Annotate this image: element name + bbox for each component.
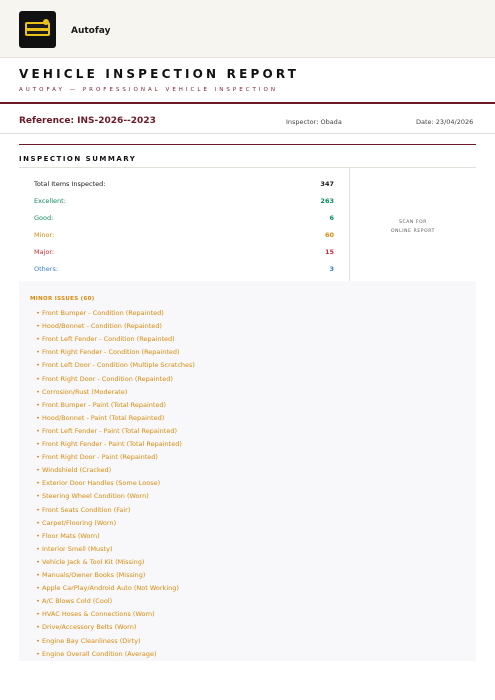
bullet-icon: • — [36, 531, 40, 540]
summary-value: 60 — [324, 231, 334, 239]
report-date: Date: 23/04/2026 — [416, 118, 474, 126]
minor-issue-text: Hood/Bonnet - Condition (Repainted) — [42, 322, 162, 331]
minor-issue-text: Engine Overall Condition (Average) — [42, 649, 157, 658]
summary-value: 347 — [320, 180, 334, 188]
summary-row-major — [34, 248, 334, 258]
report-title: VEHICLE INSPECTION REPORT — [19, 67, 300, 81]
minor-issue-item — [36, 335, 175, 343]
bullet-icon: • — [36, 597, 40, 606]
minor-issue-item — [36, 532, 100, 540]
minor-issue-item — [36, 571, 145, 579]
bullet-icon: • — [36, 309, 40, 317]
brand-name: Autofay — [71, 26, 111, 36]
minor-issue-text: Engine Bay Cleanliness (Dirty) — [42, 636, 141, 645]
minor-issue-text: Manuals/Owner Books (Missing) — [42, 571, 146, 579]
bullet-icon: • — [36, 505, 40, 514]
minor-issue-text: Front Left Door - Condition (Multiple Scratches) — [42, 361, 195, 370]
minor-issue-item — [36, 479, 160, 487]
summary-row-good — [34, 214, 334, 224]
bullet-icon: • — [36, 453, 40, 462]
bullet-icon: • — [36, 335, 40, 344]
minor-issue-text: Interior Smell (Musty) — [42, 544, 113, 553]
minor-issue-item — [36, 492, 149, 500]
bullet-icon: • — [36, 413, 40, 422]
report-subtitle: AUTOFAY — PROFESSIONAL VEHICLE INSPECTION — [19, 87, 278, 93]
minor-issue-text: Apple CarPlay/Android Auto (Not Working) — [42, 584, 179, 593]
minor-issues-section — [19, 281, 476, 661]
minor-issue-text: Corrosion/Rust (Moderate) — [42, 387, 128, 396]
inspector-name: Inspector: Obada — [286, 118, 342, 126]
summary-label: Excellent: — [34, 197, 66, 205]
minor-issue-item — [36, 637, 141, 645]
summary-row-excellent — [34, 197, 334, 207]
summary-row-minor — [34, 231, 334, 241]
page-bottom-margin — [0, 661, 495, 700]
minor-issue-text: Front Right Door - Condition (Repainted) — [42, 374, 173, 383]
bullet-icon: • — [36, 623, 40, 632]
bullet-icon: • — [36, 610, 40, 619]
bullet-icon: • — [36, 557, 40, 566]
summary-value: 6 — [329, 214, 334, 222]
minor-issue-text: Drive/Accessory Belts (Worn) — [42, 623, 137, 632]
qr-caption-online: ONLINE REPORT — [391, 229, 435, 234]
report-header — [0, 0, 495, 58]
minor-issue-item — [36, 309, 164, 317]
minor-issues-heading: MINOR ISSUES (60) — [30, 296, 95, 302]
bullet-icon: • — [36, 636, 40, 645]
bullet-icon: • — [36, 440, 40, 448]
summary-label: Major: — [34, 248, 55, 256]
qr-caption-scan: SCAN FOR — [399, 220, 427, 225]
minor-issue-item — [36, 388, 127, 396]
minor-issue-text: Windshield (Cracked) — [42, 466, 112, 475]
minor-issue-item — [36, 401, 166, 409]
minor-issue-text: Front Right Fender - Condition (Repainted) — [42, 348, 180, 357]
summary-row-others — [34, 265, 334, 275]
minor-issue-item — [36, 610, 155, 618]
bullet-icon: • — [36, 544, 40, 553]
minor-issue-item — [36, 322, 162, 330]
minor-issue-item — [36, 427, 177, 435]
summary-value: 15 — [324, 248, 334, 256]
minor-issue-item — [36, 584, 179, 592]
reference-number: Reference: INS-2026--2023 — [19, 116, 156, 126]
bullet-icon: • — [36, 584, 40, 593]
bullet-icon: • — [36, 387, 40, 396]
minor-issue-item — [36, 453, 158, 461]
minor-issue-text: Front Right Door - Paint (Repainted) — [42, 453, 158, 462]
minor-issue-text: Front Seats Condition (Fair) — [42, 505, 131, 514]
minor-issue-text: A/C Blows Cold (Cool) — [42, 597, 113, 606]
minor-issue-text: Carpet/Flooring (Worn) — [42, 518, 117, 527]
minor-issue-item — [36, 440, 182, 448]
minor-issue-item — [36, 361, 195, 369]
bullet-icon: • — [36, 571, 40, 579]
summary-label: Others: — [34, 265, 59, 273]
minor-issue-text: Exterior Door Handles (Some Loose) — [42, 479, 161, 488]
title-section — [0, 58, 495, 104]
minor-issue-text: Front Bumper - Condition (Repainted) — [42, 309, 164, 317]
autofay-logo-icon — [19, 11, 56, 48]
summary-row-total — [34, 180, 334, 190]
bullet-icon: • — [36, 466, 40, 475]
minor-issue-text: Front Bumper - Paint (Total Repainted) — [42, 400, 167, 409]
minor-issue-item — [36, 348, 180, 356]
bullet-icon: • — [36, 426, 40, 435]
minor-issue-item — [36, 375, 173, 383]
minor-issue-text: Hood/Bonnet - Paint (Total Repainted) — [42, 413, 165, 422]
minor-issue-item — [36, 506, 130, 514]
minor-issue-text: Front Left Fender - Condition (Repainted) — [42, 335, 175, 344]
minor-issue-text: Floor Mats (Worn) — [42, 531, 100, 540]
summary-label: Minor: — [34, 231, 55, 239]
minor-issue-item — [36, 466, 111, 474]
bullet-icon: • — [36, 400, 40, 409]
summary-label: Total Items Inspected: — [34, 180, 106, 188]
minor-issue-item — [36, 545, 113, 553]
summary-table — [19, 168, 476, 281]
bullet-icon: • — [36, 361, 40, 370]
minor-issue-text: Front Right Fender - Paint (Total Repainted) — [42, 440, 182, 448]
minor-issue-text: HVAC Hoses & Connections (Worn) — [42, 610, 155, 619]
summary-section-title: INSPECTION SUMMARY — [19, 155, 137, 163]
bullet-icon: • — [36, 492, 40, 501]
section-divider — [19, 144, 476, 145]
summary-label: Good: — [34, 214, 54, 222]
bullet-icon: • — [36, 322, 40, 331]
bullet-icon: • — [36, 374, 40, 383]
bullet-icon: • — [36, 479, 40, 488]
minor-issue-text: Vehicle Jack & Tool Kit (Missing) — [42, 557, 145, 566]
bullet-icon: • — [36, 348, 40, 357]
minor-issue-item — [36, 519, 116, 527]
minor-issue-item — [36, 558, 144, 566]
bullet-icon: • — [36, 649, 40, 658]
minor-issue-item — [36, 414, 164, 422]
summary-value: 263 — [320, 197, 334, 205]
minor-issue-item — [36, 597, 112, 605]
bullet-icon: • — [36, 518, 40, 527]
minor-issue-text: Steering Wheel Condition (Worn) — [42, 492, 149, 501]
minor-issue-item — [36, 650, 157, 658]
minor-issue-text: Front Left Fender - Paint (Total Repainted) — [42, 426, 177, 435]
summary-value: 3 — [329, 265, 334, 273]
minor-issue-item — [36, 623, 136, 631]
